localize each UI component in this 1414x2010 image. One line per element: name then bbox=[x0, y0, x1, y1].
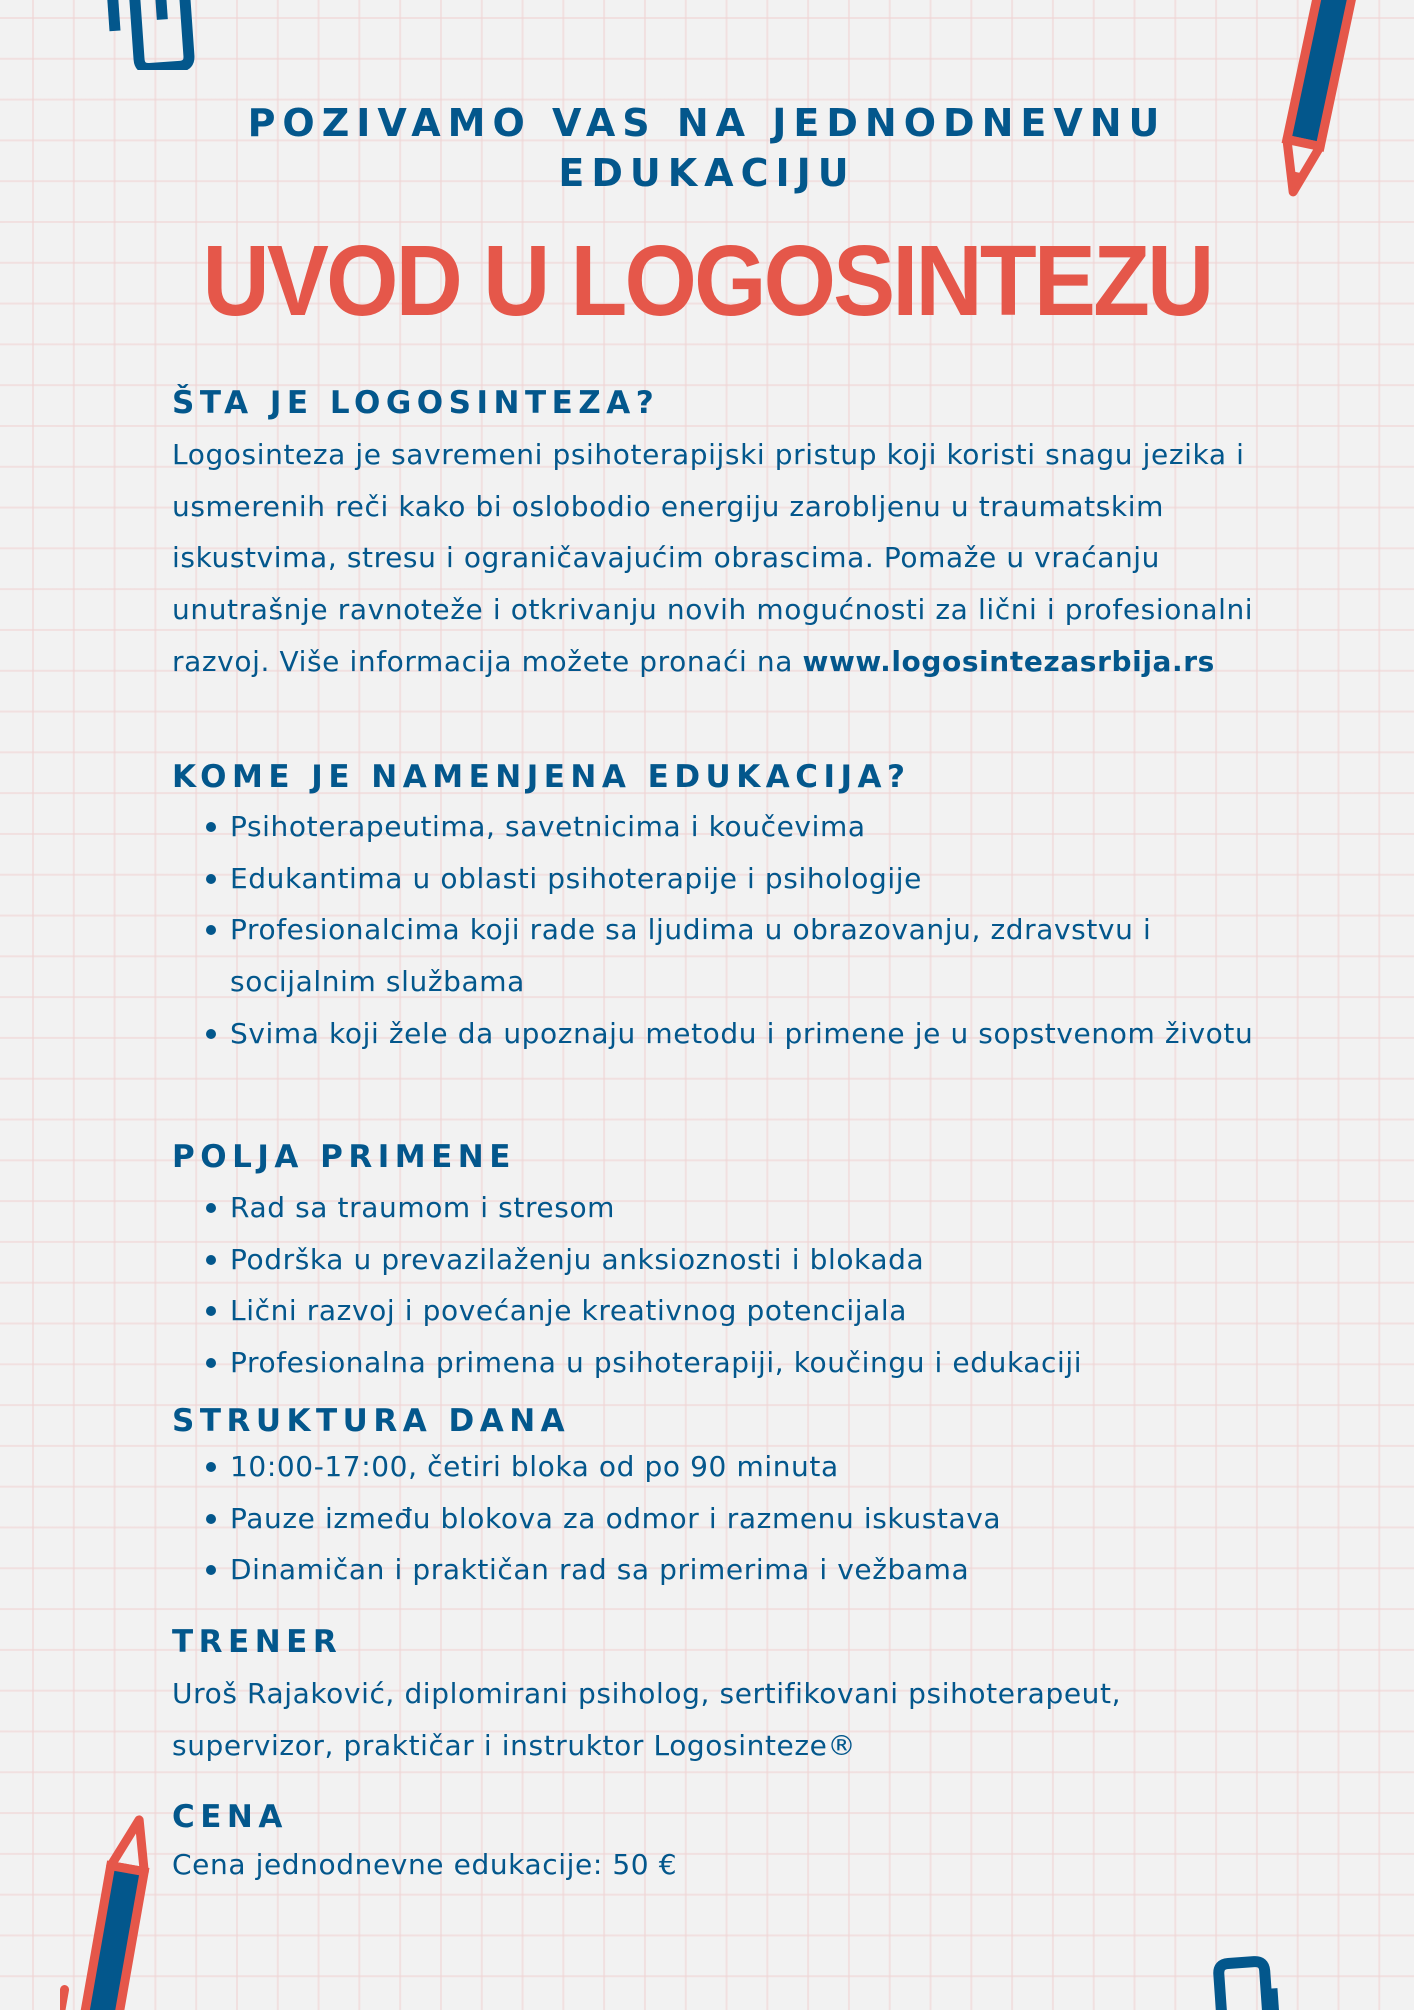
section-trainer bbox=[172, 1622, 1272, 1771]
list-item: Pauze između blokova za odmor i razmenu iskustava bbox=[230, 1493, 1272, 1545]
section-schedule bbox=[172, 1401, 1272, 1596]
section-heading: KOME JE NAMENJENA EDUKACIJA? bbox=[172, 759, 911, 795]
list-item: Profesionalcima koji rade sa ljudima u obrazovanju, zdravstvu i socijalnim službama bbox=[230, 904, 1270, 1007]
bullet-icon bbox=[206, 1203, 216, 1213]
list-item: Edukantima u oblasti psihoterapije i psihologije bbox=[230, 853, 1270, 905]
section-heading: ŠTA JE LOGOSINTEZA? bbox=[172, 385, 660, 421]
section-fields bbox=[172, 1137, 1272, 1389]
list-item: Podrška u prevazilaženju anksioznosti i blokada bbox=[230, 1234, 1272, 1286]
bullet-icon bbox=[206, 1514, 216, 1524]
bullet-icon bbox=[206, 1255, 216, 1265]
bullet-icon bbox=[206, 1565, 216, 1575]
list-item: Dinamičan i praktičan rad sa primerima i vežbama bbox=[230, 1544, 1272, 1596]
section-heading: STRUKTURA DANA bbox=[172, 1403, 571, 1439]
section-price bbox=[172, 1797, 1272, 1891]
about-body: Logosinteza je savremeni psihoterapijski pristup koji koristi snagu jezika i usmerenih reči kako bi oslobodio energiju zarobljenu u traumatskim iskustvima, stresu i ograničavajućim obrascima. Pomaže u vraćanju unutrašnje ravnoteže i otkrivanju novih mogućnosti za lični i profesionalni razvoj. Više informacija možete pronaći na bbox=[172, 438, 1254, 678]
about-text bbox=[172, 429, 1262, 688]
bullet-icon bbox=[206, 1358, 216, 1368]
pencil-icon bbox=[60, 1810, 170, 2010]
audience-list bbox=[172, 801, 1270, 1060]
list-item: Profesionalna primena u psihoterapiji, koučingu i edukaciji bbox=[230, 1337, 1272, 1389]
paperclip-icon bbox=[1210, 1950, 1320, 2010]
price-text: Cena jednodnevne edukacije: 50 € bbox=[172, 1848, 678, 1881]
trainer-text: Uroš Rajaković, diplomirani psiholog, sertifikovani psihoterapeut, supervizor, praktičar i instruktor Logosinteze® bbox=[172, 1677, 1122, 1762]
event-subtitle: POZIVAMO VAS NA JEDNODNEVNU EDUKACIJU bbox=[247, 101, 1167, 195]
bullet-icon bbox=[206, 822, 216, 832]
list-item: 10:00-17:00, četiri bloka od po 90 minuta bbox=[230, 1441, 1272, 1493]
section-about bbox=[172, 383, 1272, 688]
list-item: Rad sa traumom i stresom bbox=[230, 1182, 1272, 1234]
list-item: Psihoterapeutima, savetnicima i koučevima bbox=[230, 801, 1270, 853]
pencil-icon bbox=[1250, 0, 1360, 210]
section-heading: CENA bbox=[172, 1799, 288, 1835]
section-heading: POLJA PRIMENE bbox=[172, 1139, 516, 1175]
event-title: UVOD U LOGOSINTEZU bbox=[202, 225, 1212, 337]
bullet-icon bbox=[206, 1306, 216, 1316]
website-link[interactable]: www.logosintezasrbija.rs bbox=[802, 644, 1215, 678]
bullet-icon bbox=[206, 1462, 216, 1472]
list-item: Svima koji žele da upoznaju metodu i primene je u sopstvenom životu bbox=[230, 1008, 1270, 1060]
bullet-icon bbox=[206, 1029, 216, 1039]
section-heading: TRENER bbox=[172, 1624, 343, 1660]
fields-list bbox=[172, 1182, 1272, 1389]
list-item: Lični razvoj i povećanje kreativnog potencijala bbox=[230, 1285, 1272, 1337]
bullet-icon bbox=[206, 874, 216, 884]
schedule-list bbox=[172, 1441, 1272, 1596]
section-audience bbox=[172, 757, 1272, 1060]
bullet-icon bbox=[206, 925, 216, 935]
paperclip-icon bbox=[100, 0, 210, 70]
